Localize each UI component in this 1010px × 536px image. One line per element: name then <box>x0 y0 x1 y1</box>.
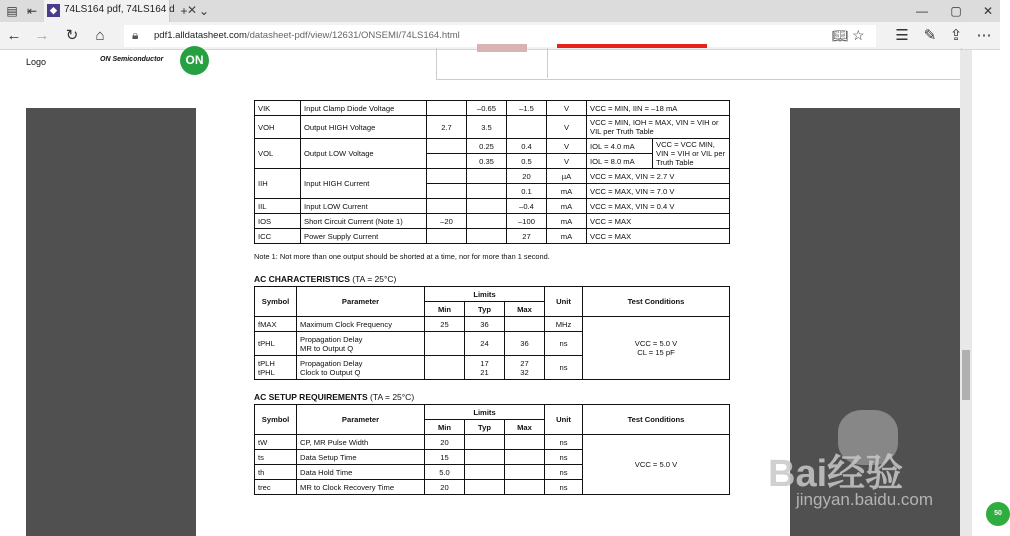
cell <box>425 356 465 380</box>
tab-list-chevron-icon[interactable]: ⌄ <box>198 4 210 18</box>
refresh-icon[interactable]: ↻ <box>65 27 79 44</box>
cell: Output HIGH Voltage <box>301 116 427 139</box>
cell: IIH <box>255 169 301 199</box>
cell-test-conditions <box>583 317 730 380</box>
forward-icon[interactable]: → <box>34 27 50 44</box>
cell <box>465 480 505 495</box>
header-parameter: Parameter <box>297 287 425 317</box>
cell: ns <box>545 356 583 380</box>
header-unit: Unit <box>545 287 583 317</box>
header-typ: Typ <box>465 420 505 435</box>
header-limits: Limits <box>425 287 545 302</box>
val-line: 21 <box>480 367 489 377</box>
on-semi-text: ON Semiconductor <box>100 56 164 63</box>
cell <box>467 214 507 229</box>
cell: 36 <box>465 317 505 332</box>
favorites-list-icon[interactable]: ☰ <box>895 27 909 44</box>
cell: mA <box>547 214 587 229</box>
cell: VCC = MAX <box>587 214 730 229</box>
cell: tPHL <box>255 332 297 356</box>
cell: 5.0 <box>425 465 465 480</box>
cell: V <box>547 101 587 116</box>
cell <box>467 199 507 214</box>
cell: fMAX <box>255 317 297 332</box>
cell: 20 <box>425 480 465 495</box>
cell: mA <box>547 199 587 214</box>
cell: 27 <box>507 229 547 244</box>
cell: µA <box>547 169 587 184</box>
cell: Input LOW Current <box>301 199 427 214</box>
reading-view-icon[interactable]: 📖︎ <box>832 28 849 43</box>
table-row <box>255 405 730 420</box>
favorite-star-icon[interactable]: ☆ <box>852 27 865 43</box>
cell <box>427 169 467 184</box>
cell: 36 <box>505 332 545 356</box>
table-row <box>255 435 730 450</box>
share-icon[interactable]: ⇪ <box>949 27 963 44</box>
cell: MR to Clock Recovery Time <box>297 480 425 495</box>
cell: VOH <box>255 116 301 139</box>
cell <box>467 229 507 244</box>
table-row <box>255 199 730 214</box>
logo-text[interactable]: Logo <box>26 57 47 67</box>
cell: tW <box>255 435 297 450</box>
favicon-icon: ◆ <box>47 4 60 17</box>
cell: mA <box>547 184 587 199</box>
cell: VCC = MAX, VIN = 7.0 V <box>587 184 730 199</box>
table-row <box>255 229 730 244</box>
lock-icon: 🔒︎ <box>132 28 139 42</box>
home-icon[interactable]: ⌂ <box>95 27 105 44</box>
cell: IOL = 8.0 mA <box>587 154 653 169</box>
cell: 3.5 <box>467 116 507 139</box>
cell: V <box>547 154 587 169</box>
cell: –1.5 <box>507 101 547 116</box>
cell: ns <box>545 480 583 495</box>
cell: VCC = VCC MIN, VIN = VIH or VIL per Truth Table <box>653 139 730 169</box>
param-line: Propagation Delay <box>300 358 363 368</box>
cell <box>505 356 545 380</box>
test-vcc: VCC = 5.0 V <box>634 339 678 348</box>
cell: IOS <box>255 214 301 229</box>
cell: VCC = MIN, IOH = MAX, VIN = VIH or VIL per Truth Table <box>587 116 730 139</box>
cell: –20 <box>427 214 467 229</box>
cell: Input HIGH Current <box>301 169 427 199</box>
cell: ts <box>255 450 297 465</box>
cell <box>465 435 505 450</box>
header-min: Min <box>425 302 465 317</box>
table-row <box>255 287 730 302</box>
cell-test-conditions: VCC = 5.0 V <box>583 435 730 495</box>
cell <box>505 480 545 495</box>
cell: 0.1 <box>507 184 547 199</box>
cell: IOL = 4.0 mA <box>587 139 653 154</box>
cell: VCC = MIN, IIN = –18 mA <box>587 101 730 116</box>
cell: 25 <box>425 317 465 332</box>
cell <box>255 356 297 380</box>
cell: ICC <box>255 229 301 244</box>
test-cl: CL = 15 pF <box>637 348 675 357</box>
cell: VCC = MAX <box>587 229 730 244</box>
cell <box>465 465 505 480</box>
table-row <box>255 116 730 139</box>
tab-title: 74LS164 pdf, 74LS164 d <box>64 4 175 15</box>
table-row <box>255 169 730 184</box>
cell: 0.4 <box>507 139 547 154</box>
close-tab-icon[interactable]: ✕ <box>187 3 198 17</box>
cell <box>465 356 505 380</box>
url-text: pdf1.alldatasheet.com/datasheet-pdf/view/12631/ONSEMI/74LS164.html <box>154 30 460 41</box>
table-row <box>255 139 730 154</box>
cell: ns <box>545 435 583 450</box>
cell: trec <box>255 480 297 495</box>
cell <box>505 465 545 480</box>
ac-setup-heading: AC SETUP REQUIREMENTS (TA = 25°C) <box>254 392 415 402</box>
cell: Data Hold Time <box>297 465 425 480</box>
val-line: 17 <box>480 358 489 368</box>
val-line: 32 <box>520 367 529 377</box>
cell <box>467 184 507 199</box>
param-line: MR to Output Q <box>300 343 354 353</box>
ac-setup-table <box>254 404 730 495</box>
table-row <box>255 214 730 229</box>
ad-image <box>477 44 527 52</box>
cell: 0.35 <box>467 154 507 169</box>
ac-characteristics-table <box>254 286 730 380</box>
cell <box>465 450 505 465</box>
sym-line: tPLH <box>258 358 275 368</box>
header-max: Max <box>505 420 545 435</box>
green-badge[interactable]: 50 <box>986 502 1010 526</box>
cell <box>297 356 425 380</box>
cell <box>507 116 547 139</box>
cell: 24 <box>465 332 505 356</box>
cell <box>427 154 467 169</box>
cell: 0.25 <box>467 139 507 154</box>
baidu-watermark <box>768 402 968 532</box>
more-menu-icon[interactable]: ⋯ <box>976 27 992 44</box>
cell: VCC = MAX, VIN = 0.4 V <box>587 199 730 214</box>
active-tab[interactable] <box>44 0 198 22</box>
cell: 0.5 <box>507 154 547 169</box>
cell: Data Setup Time <box>297 450 425 465</box>
cell: –100 <box>507 214 547 229</box>
cell <box>505 317 545 332</box>
cell: ns <box>545 465 583 480</box>
header-test-conditions: Test Conditions <box>583 287 730 317</box>
param-line: Clock to Output Q <box>300 367 361 377</box>
dc-note: Note 1: Not more than one output should be shorted at a time, nor for more than 1 second. <box>254 252 550 261</box>
back-icon[interactable]: ← <box>6 27 22 44</box>
cell: Short Circuit Current (Note 1) <box>301 214 427 229</box>
dc-characteristics-table <box>254 100 730 244</box>
cell: IIL <box>255 199 301 214</box>
header-symbol: Symbol <box>255 287 297 317</box>
cell: –0.65 <box>467 101 507 116</box>
cell <box>427 101 467 116</box>
header-parameter: Parameter <box>297 405 425 435</box>
minimize-icon[interactable]: — <box>916 4 928 18</box>
cell <box>505 450 545 465</box>
cell: Output LOW Voltage <box>301 139 427 169</box>
cell: –0.4 <box>507 199 547 214</box>
notes-pen-icon[interactable]: ✎ <box>923 27 937 44</box>
cell: Power Supply Current <box>301 229 427 244</box>
cell <box>427 199 467 214</box>
cell: VCC = MAX, VIN = 2.7 V <box>587 169 730 184</box>
cell: Input Clamp Diode Voltage <box>301 101 427 116</box>
cell: 2.7 <box>427 116 467 139</box>
on-logo[interactable]: ON <box>180 46 209 75</box>
cell: V <box>547 116 587 139</box>
cell: mA <box>547 229 587 244</box>
header-test-conditions: Test Conditions <box>583 405 730 435</box>
header-typ: Typ <box>465 302 505 317</box>
cell: V <box>547 139 587 154</box>
cell: ns <box>545 450 583 465</box>
cell: MHz <box>545 317 583 332</box>
cell <box>467 169 507 184</box>
cell: 20 <box>507 169 547 184</box>
cell: th <box>255 465 297 480</box>
tab-manager-icon[interactable]: ▤ <box>6 4 18 18</box>
tab-bar <box>0 0 1000 22</box>
cell: ns <box>545 332 583 356</box>
cell <box>297 332 425 356</box>
val-line: 27 <box>520 358 529 368</box>
cell: Maximum Clock Frequency <box>297 317 425 332</box>
cell <box>427 139 467 154</box>
cell <box>427 229 467 244</box>
cell: VIK <box>255 101 301 116</box>
tab-preview-icon[interactable]: ⇤ <box>26 4 38 18</box>
header-max: Max <box>505 302 545 317</box>
header-symbol: Symbol <box>255 405 297 435</box>
cell: CP, MR Pulse Width <box>297 435 425 450</box>
cell <box>427 184 467 199</box>
maximize-icon[interactable]: ▢ <box>950 4 962 18</box>
cell <box>425 332 465 356</box>
table-row <box>255 101 730 116</box>
watermark-url: jingyan.baidu.com <box>796 490 934 509</box>
header-min: Min <box>425 420 465 435</box>
table-row <box>255 317 730 332</box>
scrollbar-thumb[interactable] <box>962 350 970 400</box>
header-unit: Unit <box>545 405 583 435</box>
cell: 20 <box>425 435 465 450</box>
sym-line: tPHL <box>258 367 275 377</box>
ac-characteristics-heading: AC CHARACTERISTICS (TA = 25°C) <box>254 274 397 284</box>
divider <box>547 48 548 78</box>
param-line: Propagation Delay <box>300 334 363 344</box>
watermark-brand: Bai经验 <box>768 453 904 495</box>
cell: 15 <box>425 450 465 465</box>
cell <box>505 435 545 450</box>
pdf-page <box>196 103 790 536</box>
ad-banner[interactable] <box>436 48 962 80</box>
close-window-icon[interactable]: ✕ <box>982 4 994 18</box>
cell: VOL <box>255 139 301 169</box>
new-tab-icon[interactable]: + <box>180 4 188 18</box>
ad-red-bar <box>557 44 707 48</box>
header-limits: Limits <box>425 405 545 420</box>
